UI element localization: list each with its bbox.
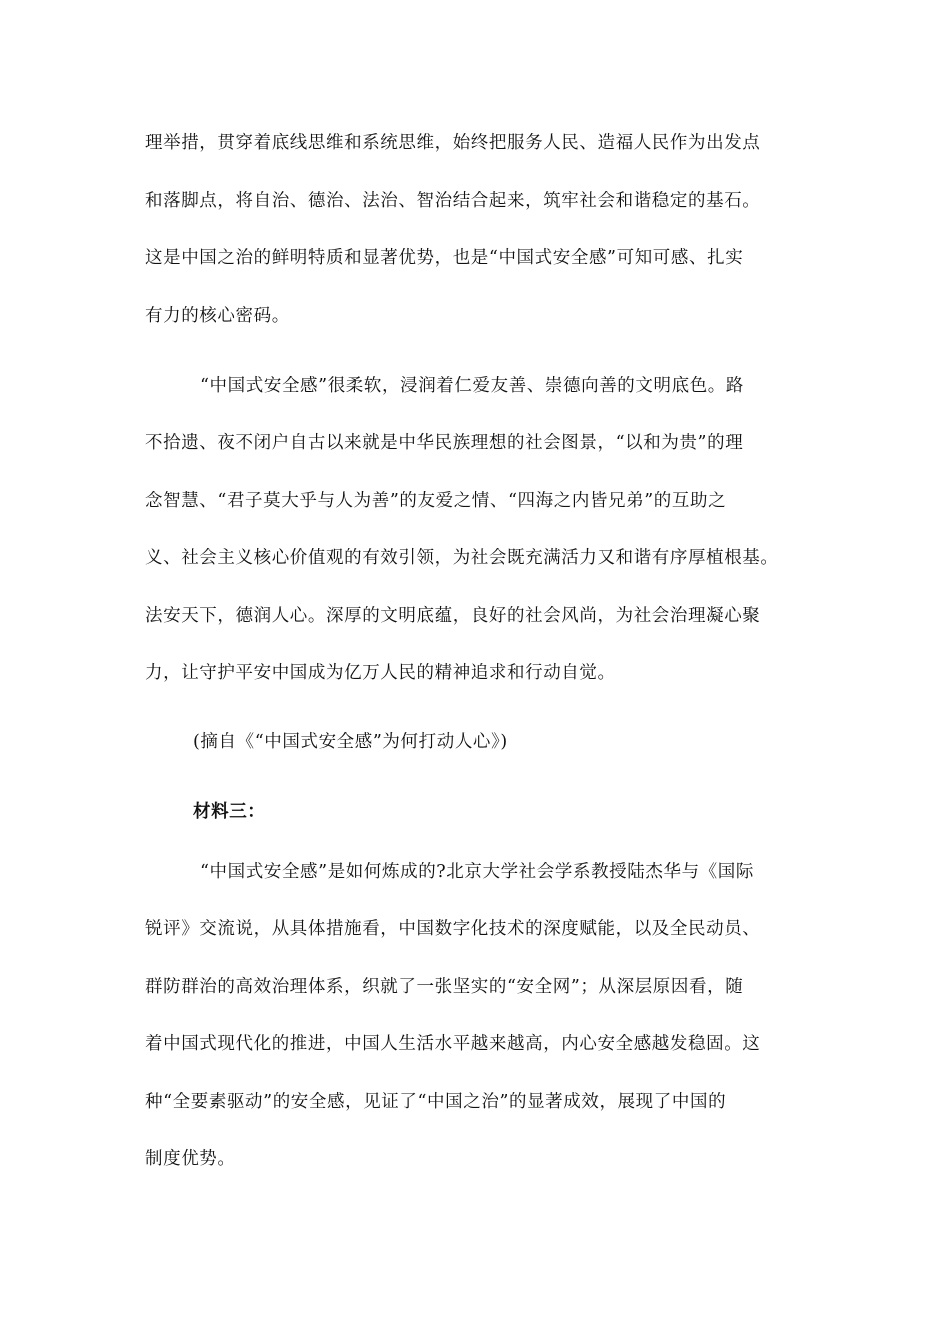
paragraph-3-line-2: 锐评》交流说，从具体措施看，中国数字化技术的深度赋能，以及全民动员、: [145, 919, 761, 939]
paragraph-3-line-1: “中国式安全感”是如何炼成的?北京大学社会学系教授陆杰华与《国际: [200, 862, 754, 882]
paragraph-3-line-3: 群防群治的高效治理体系，织就了一张坚实的“安全网”；从深层原因看，随: [145, 977, 744, 997]
paragraph-1-line-2: 和落脚点，将自治、德治、法治、智治结合起来，筑牢社会和谐稳定的基石。: [145, 191, 761, 211]
paragraph-2-line-3: 念智慧、“君子莫大乎与人为善”的友爱之情、“四海之内皆兄弟”的互助之: [145, 491, 727, 511]
paragraph-1-line-3: 这是中国之治的鲜明特质和显著优势，也是“中国式安全感”可知可感、扎实: [145, 248, 744, 268]
paragraph-1-line-1: 理举措，贯穿着底线思维和系统思维，始终把服务人民、造福人民作为出发点: [145, 133, 761, 153]
paragraph-1-line-4: 有力的核心密码。: [145, 306, 290, 326]
source-note: (摘自《“中国式安全感”为何打动人心》): [193, 732, 508, 752]
paragraph-3-line-5: 种“全要素驱动”的安全感，见证了“中国之治”的显著成效，展现了中国的: [145, 1092, 727, 1112]
paragraph-2-line-5: 法安天下，德润人心。深厚的文明底蕴，良好的社会风尚，为社会治理凝心聚: [145, 606, 761, 626]
paragraph-3-line-6: 制度优势。: [145, 1149, 236, 1169]
paragraph-2-line-2: 不拾遗、夜不闭户自古以来就是中华民族理想的社会图景，“以和为贵”的理: [145, 433, 744, 453]
section-heading: 材料三：: [193, 802, 266, 822]
paragraph-2-line-4: 义、社会主义核心价值观的有效引领，为社会既充满活力又和谐有序厚植根基。: [145, 548, 779, 568]
paragraph-2-line-6: 力，让守护平安中国成为亿万人民的精神追求和行动自觉。: [145, 663, 616, 683]
paragraph-3-line-4: 着中国式现代化的推进，中国人生活水平越来越高，内心安全感越发稳固。这: [145, 1034, 761, 1054]
paragraph-2-line-1: “中国式安全感”很柔软，浸润着仁爱友善、崇德向善的文明底色。路: [200, 376, 744, 396]
